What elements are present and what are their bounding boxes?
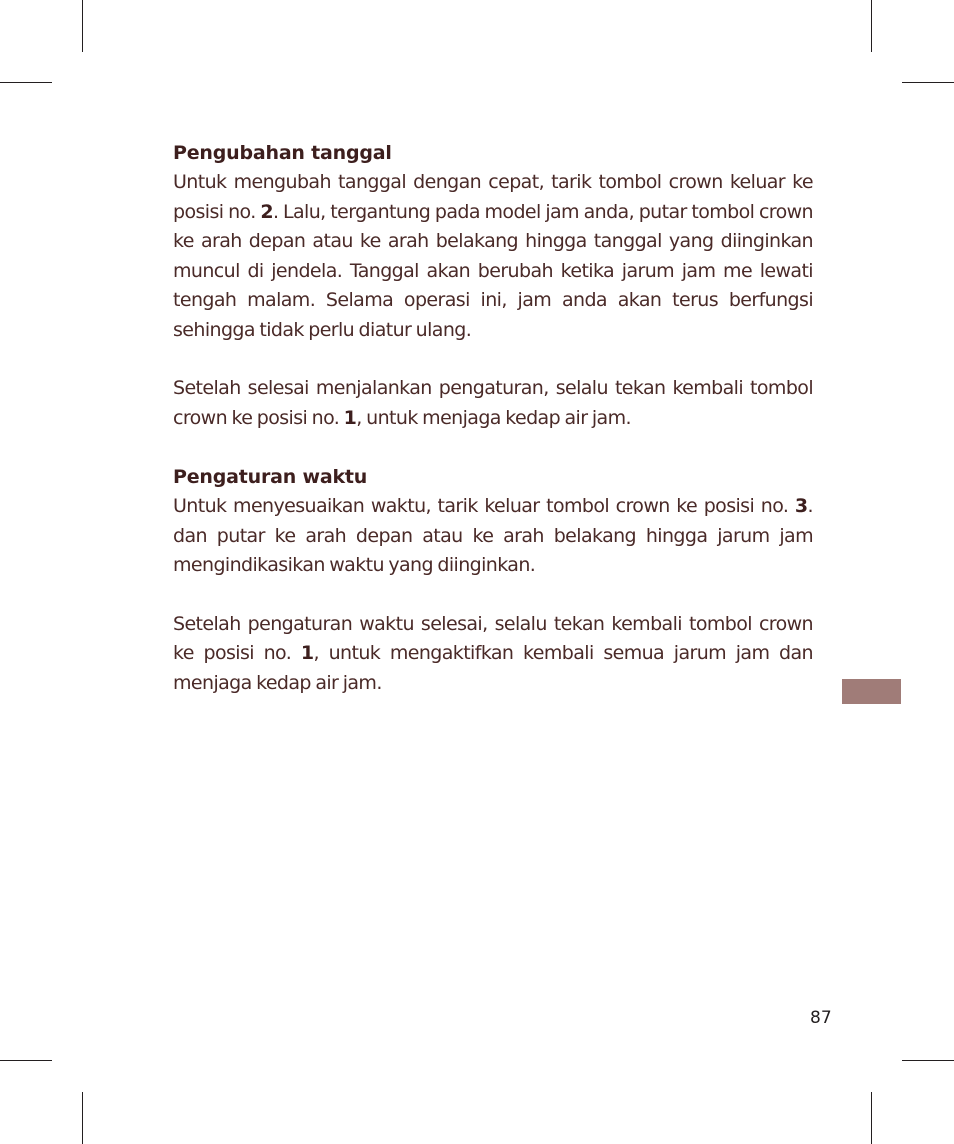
- crop-mark-bottom-left-vertical: [82, 1092, 83, 1144]
- crop-mark-top-right-vertical: [871, 0, 872, 52]
- paragraph-date-change-instructions: [173, 168, 813, 345]
- text-span: , untuk mengaktifkan kembali semua jarum jam dan menjaga kedap air jam.: [173, 642, 813, 694]
- paragraph-time-setting-instructions: [173, 492, 813, 581]
- page-number: 87: [810, 1008, 832, 1028]
- crop-mark-top-right-horizontal: [902, 82, 954, 83]
- text-span: Setelah pengaturan waktu selesai, selalu tekan kembali tombol crown ke posisi no.: [173, 612, 813, 664]
- text-span: . dan putar ke arah depan atau ke arah belakang hingga jarum jam mengindikasikan waktu yang diinginkan.: [173, 495, 813, 576]
- crop-mark-bottom-right-vertical: [871, 1092, 872, 1144]
- section-heading-time-setting: Pengaturan waktu: [173, 466, 368, 488]
- crop-mark-top-left-horizontal: [0, 82, 52, 83]
- text-span: Untuk mengubah tanggal dengan cepat, tarik tombol crown keluar ke posisi no.: [173, 171, 813, 223]
- position-number: 1: [300, 642, 314, 664]
- position-number: 1: [343, 406, 357, 429]
- paragraph-time-setting-reset: [173, 610, 813, 699]
- text-span: , untuk menjaga kedap air jam.: [356, 406, 631, 429]
- section-heading-date-change: Pengubahan tanggal: [173, 142, 392, 164]
- text-span: Untuk menyesuaikan waktu, tarik keluar tombol crown ke posisi no.: [173, 495, 795, 517]
- page-content: [173, 138, 813, 698]
- crop-mark-top-left-vertical: [82, 0, 83, 52]
- section-tab-marker: [842, 679, 901, 704]
- text-span: . Lalu, tergantung pada model jam anda, putar tombol crown ke arah depan atau ke arah belakang hingga tanggal yang diinginkan muncul di jendela. Tanggal akan berubah ketika jarum jam me lewati tengah malam. Selama operasi ini, jam anda akan terus berfungsi sehingga tidak perlu diatur ulang.: [173, 200, 813, 341]
- crop-mark-bottom-left-horizontal: [0, 1060, 52, 1061]
- text-span: Setelah selesai menjalankan pengaturan, selalu tekan kembali tombol crown ke posisi no.: [173, 377, 813, 429]
- paragraph-date-change-reset: [173, 374, 813, 433]
- crop-mark-bottom-right-horizontal: [902, 1060, 954, 1061]
- position-number: 3: [794, 495, 808, 517]
- position-number: 2: [260, 200, 273, 223]
